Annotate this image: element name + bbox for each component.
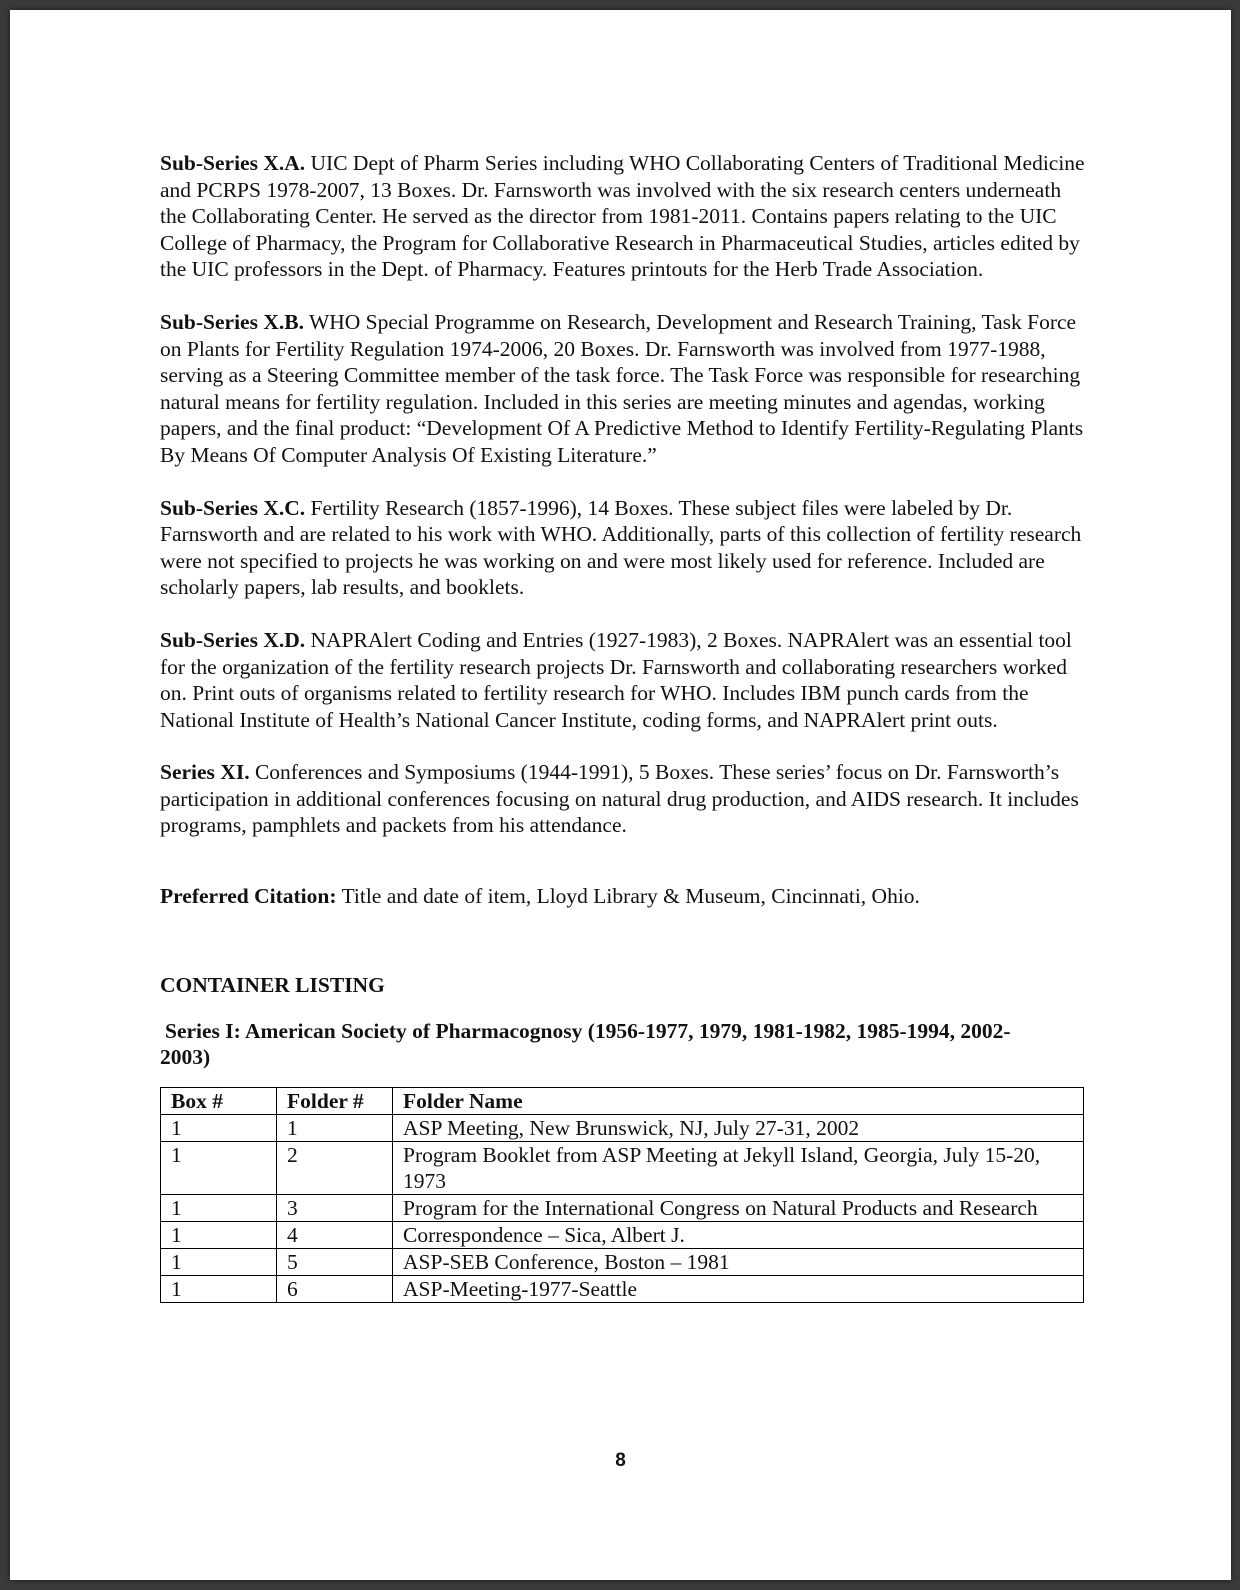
paragraph-lead: Series XI.	[160, 760, 250, 785]
cell-folder: 3	[277, 1194, 393, 1221]
paragraph-text: Fertility Research (1857-1996), 14 Boxes. These subject files were labeled by Dr. Farnsworth and are related to his work with WHO. Additionally, parts of this collection of fertility research were not specified to projects he was working on and were most likely used for reference. Included are scholarly papers, lab results, and booklets.	[160, 495, 1082, 600]
table-row	[161, 1194, 1084, 1221]
paragraph-text: WHO Special Programme on Research, Development and Research Training, Task Force on Plants for Fertility Regulation 1974-2006, 20 Boxes. Dr. Farnsworth was involved from 1977-1988, serving as a Steering Committee member of the task force. The Task Force was responsible for researching natural means for fertility regulation. Included in this series are meeting minutes and agendas, working papers, and the final product: “Development Of A Predictive Method to Identify Fertility-Regulating Plants By Means Of Computer Analysis Of Existing Literature.”	[160, 309, 1084, 467]
table-row	[161, 1114, 1084, 1141]
citation-text: Title and date of item, Lloyd Library & Museum, Cincinnati, Ohio.	[336, 884, 920, 909]
cell-folder: 1	[277, 1114, 393, 1141]
cell-box: 1	[161, 1248, 277, 1275]
cell-box: 1	[161, 1194, 277, 1221]
preferred-citation	[160, 883, 1088, 910]
cell-box: 1	[161, 1114, 277, 1141]
series-heading-line1: Series I: American Society of Pharmacognosy (1956-1977, 1979, 1981-1982, 1985-1994, 2002-	[165, 1018, 1011, 1043]
table-row	[161, 1141, 1084, 1194]
paragraph-series-xi	[160, 759, 1088, 839]
cell-folder-name: Correspondence – Sica, Albert J.	[393, 1221, 1084, 1248]
header-box: Box #	[161, 1087, 277, 1114]
paragraph-text: Conferences and Symposiums (1944-1991), 5 Boxes. These series’ focus on Dr. Farnsworth’s participation in additional conferences focusing on natural drug production, and AIDS research. It includes programs, pamphlets and packets from his attendance.	[160, 760, 1079, 838]
paragraph-subseries-xb	[160, 309, 1088, 469]
cell-folder-name: ASP Meeting, New Brunswick, NJ, July 27-31, 2002	[393, 1114, 1084, 1141]
paragraph-lead: Sub-Series X.D.	[160, 627, 306, 652]
page-content	[160, 150, 1088, 1303]
paragraph-lead: Sub-Series X.B.	[160, 309, 304, 334]
paragraph-subseries-xc	[160, 495, 1088, 601]
document-page	[10, 10, 1231, 1580]
cell-folder: 5	[277, 1248, 393, 1275]
cell-folder: 4	[277, 1221, 393, 1248]
paragraph-text: NAPRAlert Coding and Entries (1927-1983), 2 Boxes. NAPRAlert was an essential tool for the organization of the fertility research projects Dr. Farnsworth and collaborating researchers worked on. Print outs of organisms related to fertility research for WHO. Includes IBM punch cards from the National Institute of Health’s National Cancer Institute, coding forms, and NAPRAlert print outs.	[160, 627, 1072, 732]
cell-folder-name: ASP-Meeting-1977-Seattle	[393, 1275, 1084, 1302]
table-row	[161, 1221, 1084, 1248]
table-row	[161, 1275, 1084, 1302]
container-listing-table	[160, 1087, 1084, 1303]
series-heading-line2: 2003)	[160, 1045, 211, 1070]
series-heading	[160, 1018, 1088, 1071]
paragraph-subseries-xa	[160, 150, 1088, 283]
header-folder: Folder #	[277, 1087, 393, 1114]
container-listing-heading: CONTAINER LISTING	[160, 972, 385, 997]
citation-lead: Preferred Citation:	[160, 884, 337, 909]
paragraph-lead: Sub-Series X.A.	[160, 151, 306, 175]
table-row	[161, 1248, 1084, 1275]
cell-box: 1	[161, 1275, 277, 1302]
cell-folder: 2	[277, 1141, 393, 1194]
cell-folder-name: Program Booklet from ASP Meeting at Jekyll Island, Georgia, July 15-20, 1973	[393, 1141, 1084, 1194]
page-number: 8	[615, 1450, 626, 1471]
cell-folder-name: ASP-SEB Conference, Boston – 1981	[393, 1248, 1084, 1275]
paragraph-lead: Sub-Series X.C.	[160, 495, 306, 520]
cell-folder-name: Program for the International Congress on Natural Products and Research	[393, 1194, 1084, 1221]
paragraph-subseries-xd	[160, 627, 1088, 733]
table-header-row	[161, 1087, 1084, 1114]
header-folder-name: Folder Name	[393, 1087, 1084, 1114]
paragraph-text: UIC Dept of Pharm Series including WHO Collaborating Centers of Traditional Medicine and PCRPS 1978-2007, 13 Boxes. Dr. Farnsworth was involved with the six research centers underneath the Collaborating Center. He served as the director from 1981-2011. Contains papers relating to the UIC College of Pharmacy, the Program for Collaborative Research in Pharmaceutical Studies, articles edited by the UIC professors in the Dept. of Pharmacy. Features printouts for the Herb Trade Association.	[160, 151, 1085, 282]
cell-folder: 6	[277, 1275, 393, 1302]
cell-box: 1	[161, 1221, 277, 1248]
cell-box: 1	[161, 1141, 277, 1194]
